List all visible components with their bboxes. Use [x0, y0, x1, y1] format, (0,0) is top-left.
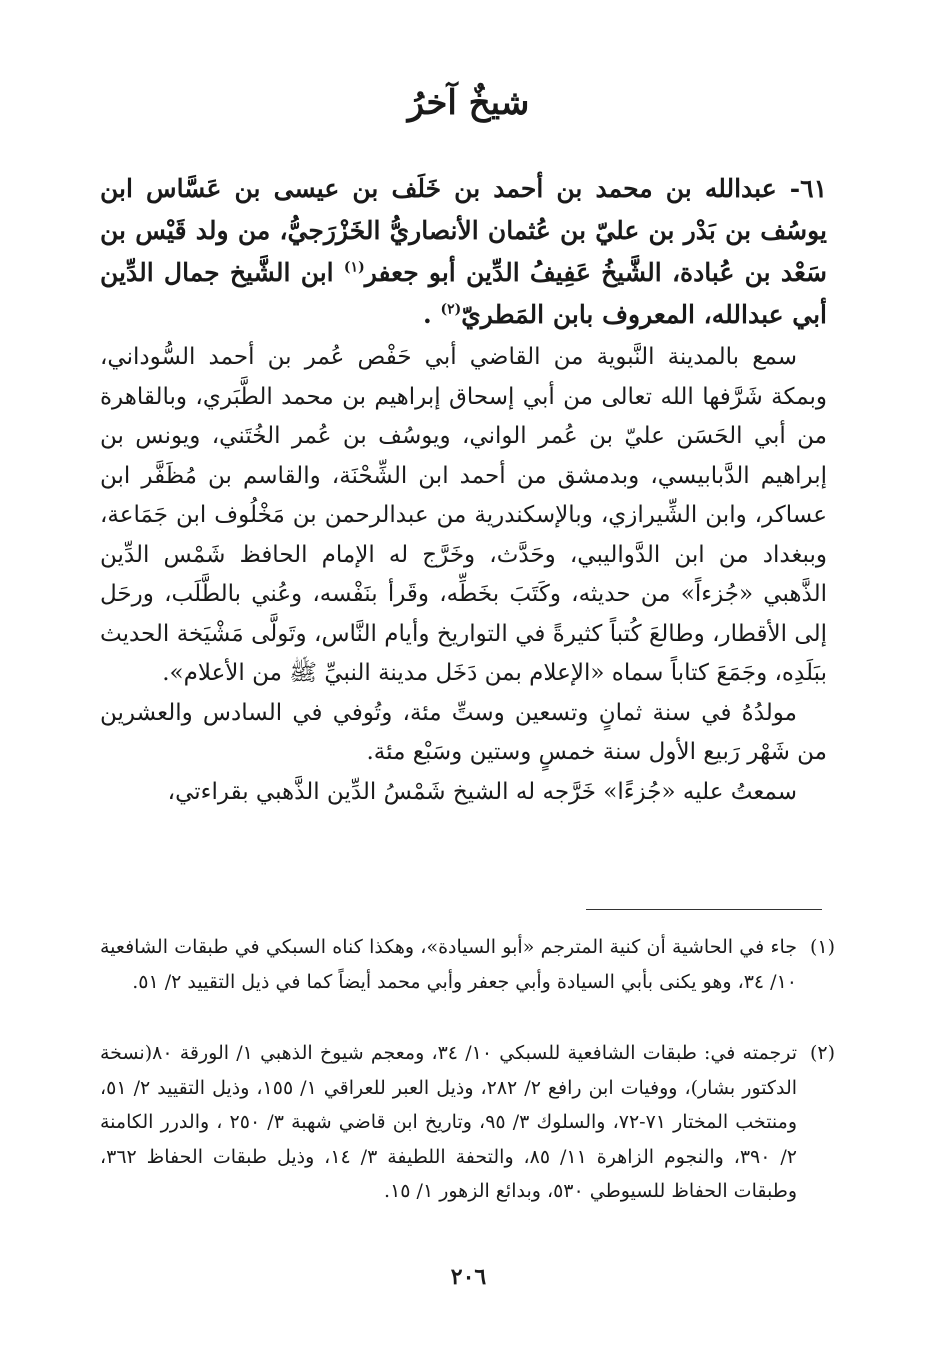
entry-text-2: ابن الشَّيخ جمال الدِّين أبي عبدالله، المعروف بابن المَطريّ — [100, 258, 827, 329]
section-title: شيخٌ آخرُ — [407, 83, 530, 123]
footnote-ref-2[interactable]: (٢) — [440, 301, 462, 318]
footnote-divider — [586, 909, 822, 910]
page-number: ٢٠٦ — [450, 1264, 487, 1290]
footnote-2-text: ترجمته في: طبقات الشافعية للسبكي ١٠/ ٣٤، ومعجم شيوخ الذهبي ١/ الورقة ٨٠(نسخة الدكتور بشار)، ووفيات ابن رافع ٢/ ٢٨٢، وذيل العبر للعراقي ١/ ١٥٥، وذيل التقييد ٢/ ٥١، ومنتخب المختار ٧١-٧٢، والسلوك ٣/ ٩٥، وتاريخ ابن قاضي شهبة ٣/ ٢٥٠ ، والدرر الكامنة ٢/ ٣٩٠، والنجوم الزاهرة ١١/ ٨٥، والتحفة اللطيفة ٣/ ١٤، وذيل طبقات الحفاظ ٣٦٢، وطبقات الحفاظ للسيوطي ٥٣٠، وبدائع الزهور ١/ ١٥. — [100, 1042, 798, 1202]
footnote-2 — [100, 1036, 835, 1209]
paragraph-hearing: سمعتُ عليه «جُزءًا» خَرَّجه له الشيخ شَمْسُ الدِّين الذَّهبي بقراءتي، — [167, 778, 797, 805]
biography-body — [100, 338, 827, 812]
footnote-ref-1[interactable]: (١) — [343, 259, 365, 276]
footnote-2-number: (٢) — [809, 1042, 835, 1064]
footnote-1-number: (١) — [809, 936, 835, 958]
paragraph-teachers: سمع بالمدينة النَّبوية من القاضي أبي حَفْص عُمر بن أحمد السُّوداني، وبمكة شَرَّفها الله تعالى من أبي إسحاق إبراهيم بن محمد الطَّبَري، وبالقاهرة من أبي الحَسَن عليّ بن عُمر الواني، ويوسُف بن عُمر الخُتَني، ويونس بن إبراهيم الدَّبابيسي، وبدمشق من أحمد ابن الشِّحْنَة، والقاسم بن مُظَفَّر ابن عساكر، وابن الشِّيرازي، وبالإسكندرية من عبدالرحمن بن مَخْلُوف ابن جَمَاعة، وببغداد من ابن الدَّواليبي، وحَدَّث، وخَرَّج له الإمام الحافظ شَمْس الدِّين الذَّهبي «جُزءاً» من حديثه، وكَتَبَ بخَطِّه، وقَرأ بنَفْسه، وعُني بالطَّلَب، ورحَل إلى الأقطار، وطالعَ كُتباً كثيرةً في التواريخ وأيام النَّاس، وتَولَّى مَشْيَخة الحديث ببَلَدِه، وجَمَعَ كتاباً سماه «الإعلام بمن دَخَل مدينة النبيِّ ﷺ من الأعلام». — [100, 344, 827, 686]
paragraph-birth-death: مولدُهُ في سنة ثمانٍ وتسعين وستِّ مئة، وتُوفي في السادس والعشرين من شَهْر رَبيع الأول سنة خمسٍ وستين وسَبْع مئة. — [100, 699, 827, 765]
footnote-1-text: جاء في الحاشية أن كنية المترجم «أبو السيادة»، وهكذا كناه السبكي في طبقات الشافعية ١٠/ ٣٤، وهو يكنى بأبي السيادة وأبي جعفر وأبي محمد أيضاً كما في ذيل التقييد ٢/ ٥١. — [100, 936, 797, 993]
entry-end: . — [423, 300, 441, 329]
entry-text: ٦١- عبدالله بن محمد بن أحمد بن خَلَف بن عيسى بن عَسَّاس ابن يوسُف بن بَدْر بن عليّ بن عُثمان الأنصاريُّ الخَزْرَجيُّ، من ولد قَيْس بن سَعْد بن عُبادة، الشَّيخُ عَفِيفُ الدِّين أبو جعفر — [100, 174, 827, 287]
footnote-1 — [100, 930, 835, 999]
biography-heading — [100, 168, 827, 336]
